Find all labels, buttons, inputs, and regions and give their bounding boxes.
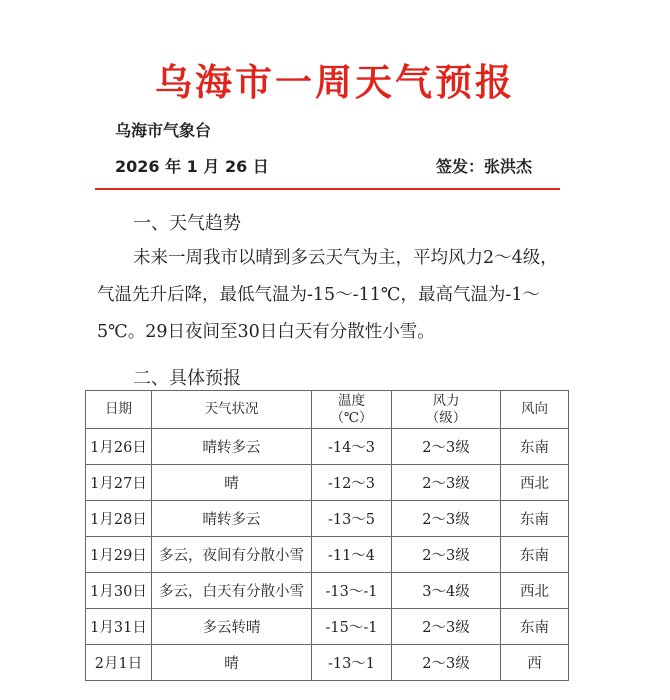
cell-dir: 东南 [501,429,569,465]
cell-weather: 晴转多云 [152,501,312,537]
cell-date: 1月30日 [86,573,152,609]
header-temp-label: 温度 [338,392,365,409]
cell-weather: 多云转晴 [152,609,312,645]
forecast-table [85,390,569,681]
header-wind-label: 风力 [432,392,460,409]
header-wind-unit: （级） [425,409,467,426]
cell-dir: 东南 [501,609,569,645]
cell-date: 1月31日 [86,609,152,645]
cell-temp: -15～-1 [312,609,392,645]
cell-dir: 西 [501,645,569,681]
cell-wind: 2～3级 [392,645,501,681]
header-date: 日期 [86,391,152,429]
cell-temp: -12～3 [312,465,392,501]
table-row [86,429,569,465]
header-temp-unit: （℃） [330,409,373,426]
table-row [86,537,569,573]
cell-weather: 多云，夜间有分散小雪 [152,537,312,573]
cell-temp: -13～1 [312,645,392,681]
cell-wind: 3～4级 [392,573,501,609]
table-header-row [86,391,569,429]
table-row [86,645,569,681]
cell-dir: 东南 [501,537,569,573]
cell-weather: 多云，白天有分散小雪 [152,573,312,609]
table-row [86,609,569,645]
red-divider [95,188,560,190]
trend-paragraph: 未来一周我市以晴到多云天气为主，平均风力2～4级，气温先升后降，最低气温为-15～-11℃，最高气温为-1～5℃。29日夜间至30日白天有分散性小雪。 [97,248,558,342]
cell-date: 1月28日 [86,501,152,537]
issue-date: 2026 年 1 月 26 日 [115,157,269,176]
header-wind [392,391,501,429]
cell-date: 1月26日 [86,429,152,465]
document-title: 乌海市一周天气预报 [155,61,515,104]
cell-temp: -14～3 [312,429,392,465]
cell-date: 2月1日 [86,645,152,681]
cell-date: 1月27日 [86,465,152,501]
signer: 签发：张洪杰 [436,157,533,176]
cell-dir: 东南 [501,501,569,537]
header-weather: 天气状况 [152,391,312,429]
cell-wind: 2～3级 [392,429,501,465]
cell-weather: 晴 [152,645,312,681]
cell-wind: 2～3级 [392,537,501,573]
cell-wind: 2～3级 [392,465,501,501]
section-heading-trend: 一、天气趋势 [133,213,241,234]
cell-wind: 2～3级 [392,501,501,537]
cell-temp: -13～5 [312,501,392,537]
cell-temp: -11～4 [312,537,392,573]
cell-dir: 西北 [501,573,569,609]
cell-temp: -13～-1 [312,573,392,609]
header-direction: 风向 [501,391,569,429]
issuing-organization: 乌海市气象台 [115,121,212,140]
cell-date: 1月29日 [86,537,152,573]
table-row [86,573,569,609]
cell-weather: 晴 [152,465,312,501]
table-row [86,501,569,537]
cell-dir: 西北 [501,465,569,501]
section-heading-forecast: 二、具体预报 [133,368,241,389]
table-row [86,465,569,501]
cell-weather: 晴转多云 [152,429,312,465]
header-temp [312,391,392,429]
cell-wind: 2～3级 [392,609,501,645]
